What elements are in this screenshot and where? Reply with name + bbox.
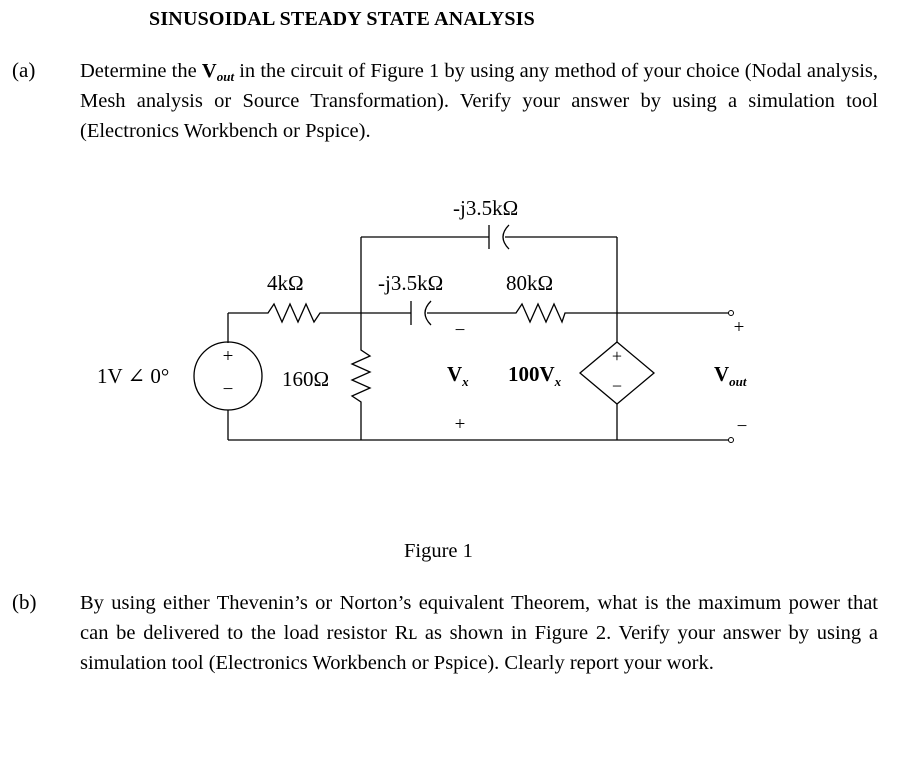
dependent-sub: x [554,374,562,389]
part-a-text-after: in the circuit of Figure 1 by using any method of your choice (Nodal analysis, Mesh analysis or Source Transformation). Verify your answer by using a simulation tool (Electronics Workbench or Pspice). [80,60,879,142]
circuit-wires [228,237,729,440]
source-plus: + [222,346,234,367]
source-minus: − [222,379,234,400]
vout-sub: out [729,374,747,389]
resistor-160 [352,344,370,410]
resistor-80k-label: 80kΩ [506,271,554,295]
part-a-text-before: Determine the [80,60,202,82]
dependent-source-label [508,362,562,389]
part-b-label: (b) [12,590,37,614]
vx-main: V [447,362,463,386]
vx-label [447,362,469,389]
dependent-plus: + [611,346,623,366]
vout-minus: − [736,416,748,437]
part-a-vout-main: V [201,60,217,82]
vout-main: V [714,362,730,386]
part-b-paragraph: By using either Thevenin’s or Norton’s equivalent Theorem, what is the maximum power that can be delivered to the load resistor Rʟ as shown in Figure 2. Verify your answer by using a simulation tool (Electronics Workbench or Pspice). Clearly report your work. [80,592,878,674]
page-title: SINUSOIDAL STEADY STATE ANALYSIS [149,8,535,30]
resistor-4k-label: 4kΩ [267,271,304,295]
vout-plus: + [733,317,745,338]
capacitor-top-label: -j3.5kΩ [453,196,519,220]
dependent-main: 100V [508,362,555,386]
vx-minus: − [454,320,466,341]
vout-label [714,362,747,389]
resistor-160-label: 160Ω [282,367,330,391]
resistor-4k [262,304,328,322]
part-a-vout-sub: out [216,69,235,84]
source-label: 1V ∠ 0° [97,364,170,388]
capacitor-middle-label: -j3.5kΩ [378,271,444,295]
resistor-80k [510,304,568,322]
vx-sub: x [462,374,469,389]
figure-caption: Figure 1 [404,540,473,562]
part-a-label: (a) [12,58,36,82]
vout-terminal-top [729,311,734,316]
vx-plus: + [454,414,466,435]
vout-terminal-bottom [729,438,734,443]
dependent-minus: − [611,376,623,396]
